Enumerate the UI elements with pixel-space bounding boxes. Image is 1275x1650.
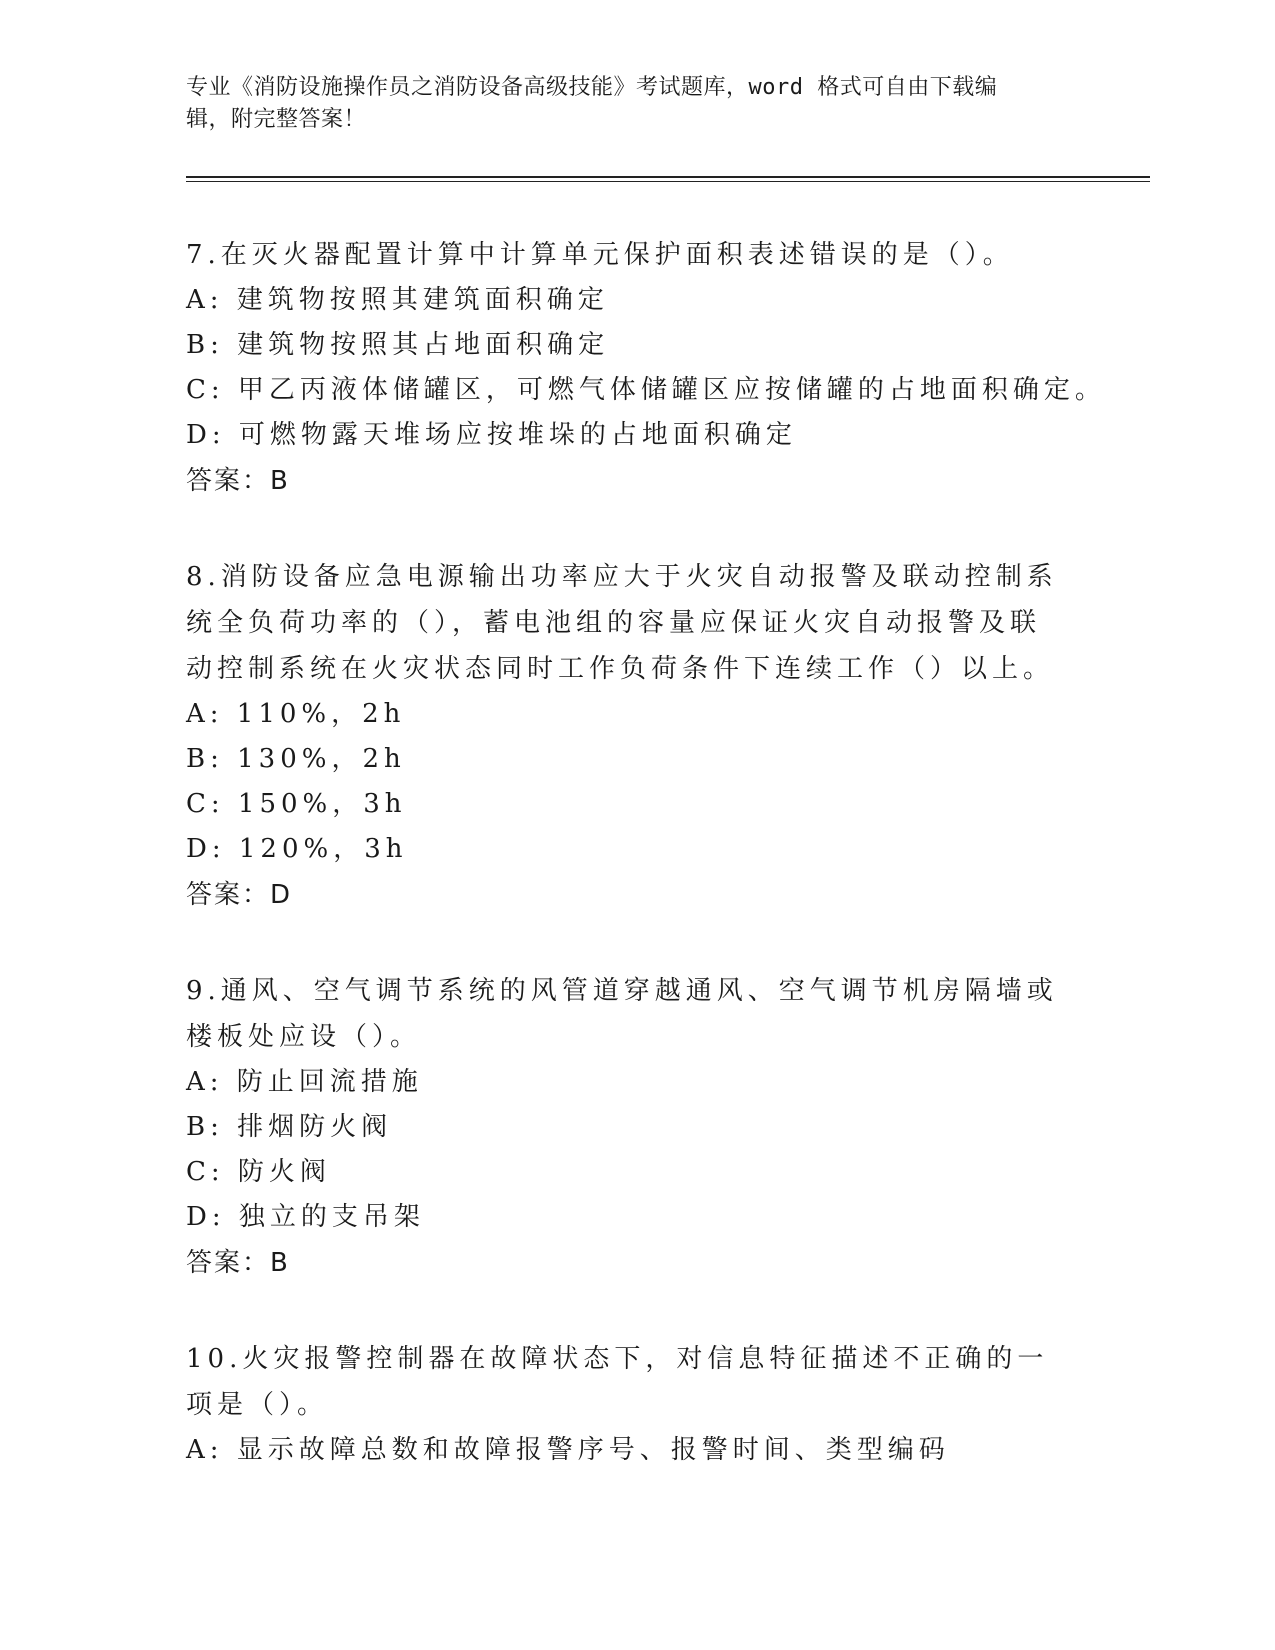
header-line-1: 专业《消防设施操作员之消防设备高级技能》考试题库，word 格式可自由下载编 xyxy=(186,75,998,100)
option-b: B: 130%，2h xyxy=(186,744,406,774)
document-header xyxy=(186,72,1066,136)
option-d: D: 可燃物露天堆场应按堆垛的占地面积确定 xyxy=(186,420,797,450)
header-divider-thin xyxy=(186,181,1150,182)
question-9 xyxy=(186,968,1066,1286)
option-a: A: 110%，2h xyxy=(186,699,406,729)
option-b: B: 建筑物按照其占地面积确定 xyxy=(186,330,610,360)
option-c: C: 甲乙丙液体储罐区，可燃气体储罐区应按储罐的占地面积确定。 xyxy=(186,375,1106,405)
question-stem: 7.在灭火器配置计算中计算单元保护面积表述错误的是（）。 xyxy=(186,240,1014,270)
option-a: A: 防止回流措施 xyxy=(186,1067,423,1097)
answer-label: 答案：D xyxy=(186,880,293,910)
option-a: A: 显示故障总数和故障报警序号、报警时间、类型编码 xyxy=(186,1435,950,1465)
question-10 xyxy=(186,1336,1066,1473)
question-stem: 8.消防设备应急电源输出功率应大于火灾自动报警及联动控制系统全负荷功率的（），蓄电池组的容量应保证火灾自动报警及联动控制系统在火灾状态同时工作负荷条件下连续工作（）以上。 xyxy=(186,562,1058,684)
question-8 xyxy=(186,554,1066,918)
question-list xyxy=(186,232,1106,1523)
answer-label: 答案：B xyxy=(186,1248,290,1278)
option-c: C: 150%，3h xyxy=(186,789,407,819)
answer-label: 答案：B xyxy=(186,466,290,496)
option-a: A: 建筑物按照其建筑面积确定 xyxy=(186,285,609,315)
option-d: D: 120%，3h xyxy=(186,834,408,864)
header-divider-thick xyxy=(186,176,1150,178)
option-b: B: 排烟防火阀 xyxy=(186,1112,393,1142)
question-stem: 9.通风、空气调节系统的风管道穿越通风、空气调节机房隔墙或楼板处应设（）。 xyxy=(186,976,1058,1052)
question-stem: 10.火灾报警控制器在故障状态下，对信息特征描述不正确的一项是（）。 xyxy=(186,1344,1049,1420)
header-line-2: 辑，附完整答案！ xyxy=(186,107,367,132)
option-d: D: 独立的支吊架 xyxy=(186,1202,425,1232)
question-7 xyxy=(186,232,1106,504)
option-c: C: 防火阀 xyxy=(186,1157,331,1187)
